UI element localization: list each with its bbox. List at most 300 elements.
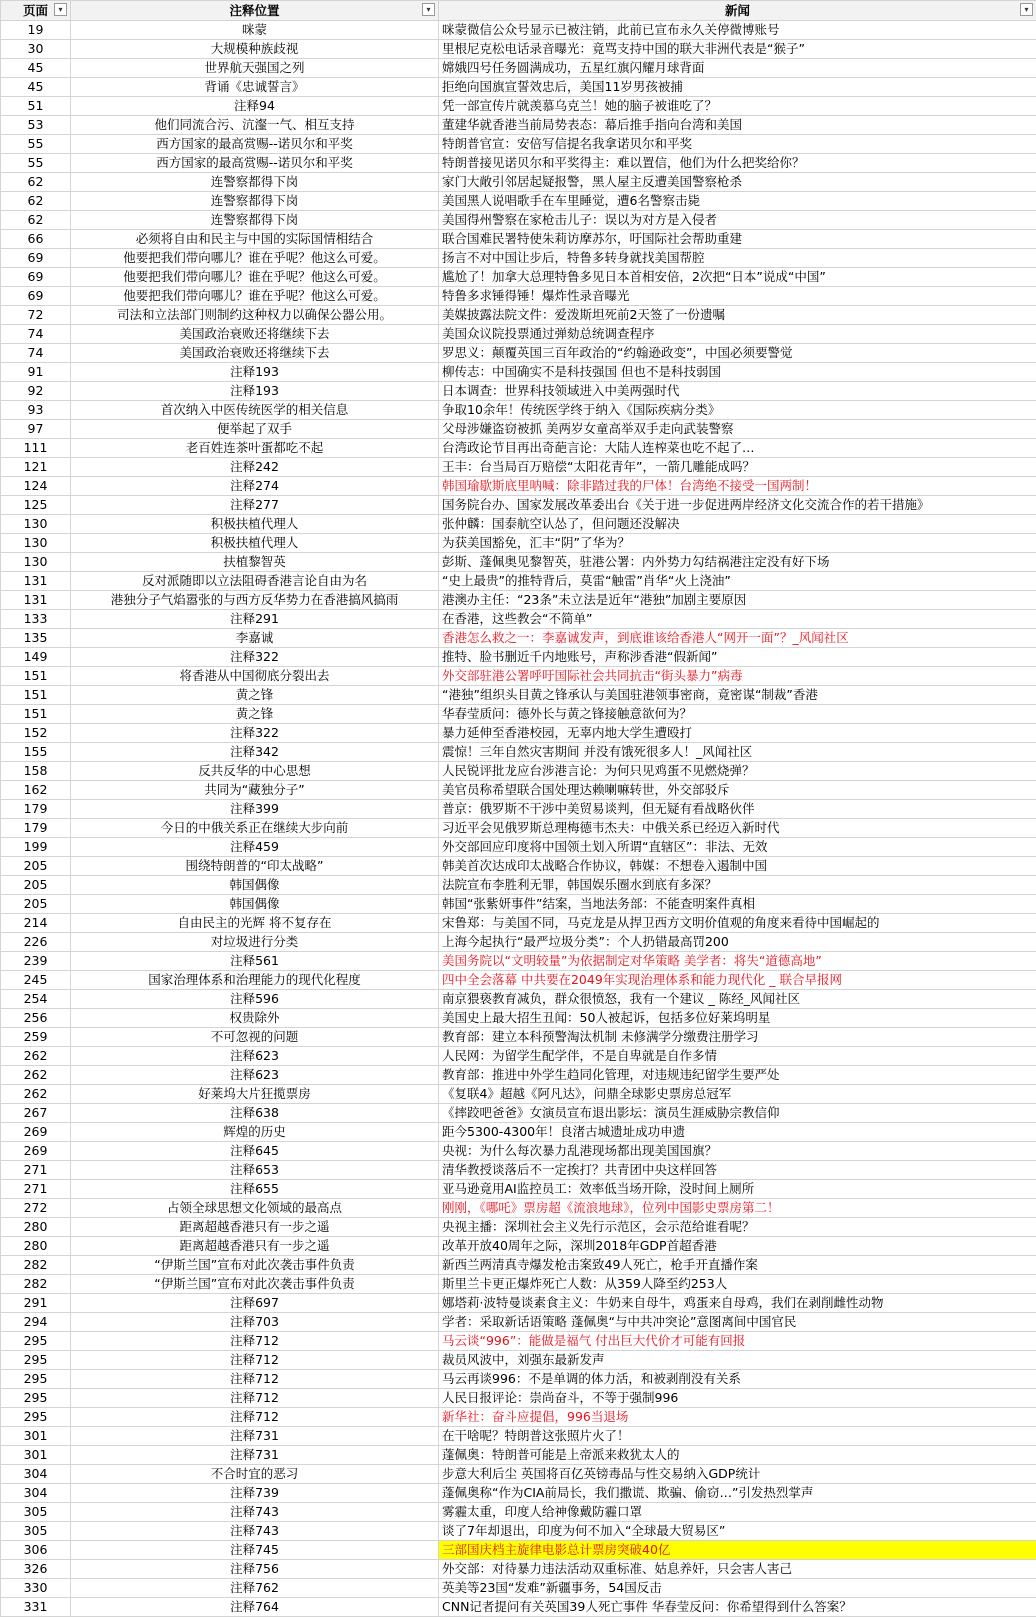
- table-row: [1, 1351, 1036, 1370]
- cell-location[interactable]: 占领全球思想文化领域的最高点: [71, 1199, 439, 1218]
- cell-news[interactable]: 学者：采取新话语策略 蓬佩奥“与中共冲突论”意图离间中国官民: [439, 1313, 1036, 1332]
- table-row: [1, 211, 1036, 230]
- cell-page[interactable]: 121: [1, 458, 71, 477]
- cell-location[interactable]: 国家治理体系和治理能力的现代化程度: [71, 971, 439, 990]
- cell-news[interactable]: 王丰：台当局百万赔偿“太阳花青年”，一箭几雕能成吗？: [439, 458, 1036, 477]
- cell-news[interactable]: 美官员称希望联合国处理达赖喇嘛转世，外交部驳斥: [439, 781, 1036, 800]
- cell-location[interactable]: 西方国家的最高赏赐--诺贝尔和平奖: [71, 135, 439, 154]
- table-row: [1, 1142, 1036, 1161]
- cell-news[interactable]: 央视主播：深圳社会主义先行示范区，会示范给谁看呢？: [439, 1218, 1036, 1237]
- cell-location[interactable]: 美国政治衰败还将继续下去: [71, 325, 439, 344]
- cell-news[interactable]: 人民网：为留学生配学伴，不是自卑就是自作多情: [439, 1047, 1036, 1066]
- cell-page[interactable]: 125: [1, 496, 71, 515]
- table-row: [1, 1503, 1036, 1522]
- cell-location[interactable]: 注释756: [71, 1560, 439, 1579]
- cell-news[interactable]: 柳传志：中国确实不是科技强国 但也不是科技弱国: [439, 363, 1036, 382]
- header-page-label: 页面: [23, 3, 48, 18]
- filter-dropdown-icon[interactable]: ▾: [54, 3, 67, 16]
- cell-location[interactable]: 咪蒙: [71, 21, 439, 40]
- cell-location[interactable]: 他要把我们带向哪儿？谁在乎呢？他这么可爱。: [71, 287, 439, 306]
- cell-news[interactable]: 里根尼克松电话录音曝光：竟骂支持中国的联大非洲代表是“猴子”: [439, 40, 1036, 59]
- cell-news[interactable]: 斯里兰卡更正爆炸死亡人数：从359人降至约253人: [439, 1275, 1036, 1294]
- cell-location[interactable]: 共同为“藏独分子”: [71, 781, 439, 800]
- cell-page[interactable]: 92: [1, 382, 71, 401]
- cell-location[interactable]: 对垃圾进行分类: [71, 933, 439, 952]
- table-row: [1, 287, 1036, 306]
- cell-page[interactable]: 205: [1, 876, 71, 895]
- cell-news[interactable]: 步意大利后尘 英国将百亿英镑毒品与性交易纳入GDP统计: [439, 1465, 1036, 1484]
- cell-page[interactable]: 179: [1, 819, 71, 838]
- cell-page[interactable]: 205: [1, 857, 71, 876]
- cell-location[interactable]: 李嘉诚: [71, 629, 439, 648]
- table-row: [1, 1598, 1036, 1617]
- cell-location[interactable]: 司法和立法部门则制约这种权力以确保公器公用。: [71, 306, 439, 325]
- cell-news[interactable]: 彭斯、蓬佩奥见黎智英，驻港公署：内外势力勾结祸港注定没有好下场: [439, 553, 1036, 572]
- cell-news[interactable]: 美媒披露法院文件：爱泼斯坦死前2天签了一份遗嘱: [439, 306, 1036, 325]
- cell-page[interactable]: 282: [1, 1256, 71, 1275]
- cell-location[interactable]: 大规模种族歧视: [71, 40, 439, 59]
- cell-page[interactable]: 295: [1, 1332, 71, 1351]
- cell-location[interactable]: 连警察都得下岗: [71, 192, 439, 211]
- cell-location[interactable]: 今日的中俄关系正在继续大步向前: [71, 819, 439, 838]
- cell-news[interactable]: 四中全会落幕 中共要在2049年实现治理体系和能力现代化 _ 联合早报网: [439, 971, 1036, 990]
- cell-news[interactable]: 特朗普接见诺贝尔和平奖得主：难以置信，他们为什么把奖给你？: [439, 154, 1036, 173]
- table-row: [1, 1123, 1036, 1142]
- cell-page[interactable]: 131: [1, 591, 71, 610]
- cell-news[interactable]: 法院宣布李胜利无罪，韩国娱乐圈水到底有多深？: [439, 876, 1036, 895]
- cell-page[interactable]: 295: [1, 1389, 71, 1408]
- cell-location[interactable]: 权贵除外: [71, 1009, 439, 1028]
- cell-page[interactable]: 205: [1, 895, 71, 914]
- cell-page[interactable]: 69: [1, 268, 71, 287]
- cell-page[interactable]: 162: [1, 781, 71, 800]
- cell-news[interactable]: 推特、脸书删近千内地账号，声称涉香港“假新闻”: [439, 648, 1036, 667]
- cell-page[interactable]: 91: [1, 363, 71, 382]
- cell-news[interactable]: 蓬佩奥称“作为CIA前局长，我们撒谎、欺骗、偷窃…”引发热烈掌声: [439, 1484, 1036, 1503]
- cell-location[interactable]: 韩国偶像: [71, 895, 439, 914]
- cell-news[interactable]: 娜塔莉·波特曼谈素食主义：牛奶来自母牛，鸡蛋来自母鸡，我们在剥削雌性动物: [439, 1294, 1036, 1313]
- table-row: [1, 306, 1036, 325]
- cell-page[interactable]: 280: [1, 1218, 71, 1237]
- cell-page[interactable]: 133: [1, 610, 71, 629]
- cell-news[interactable]: 董建华就香港当前局势表态：幕后推手指向台湾和美国: [439, 116, 1036, 135]
- table-row: [1, 990, 1036, 1009]
- cell-page[interactable]: 305: [1, 1522, 71, 1541]
- cell-location[interactable]: 美国政治衰败还将继续下去: [71, 344, 439, 363]
- cell-news[interactable]: 特鲁多求锤得锤！爆炸性录音曝光: [439, 287, 1036, 306]
- cell-news[interactable]: 争取10余年！传统医学终于纳入《国际疾病分类》: [439, 401, 1036, 420]
- cell-page[interactable]: 131: [1, 572, 71, 591]
- cell-location[interactable]: 注释459: [71, 838, 439, 857]
- cell-news[interactable]: 习近平会见俄罗斯总理梅德韦杰夫：中俄关系已经迈入新时代: [439, 819, 1036, 838]
- cell-news[interactable]: 香港怎么救之一：李嘉诚发声，到底谁该给香港人“网开一面”？_风闻社区: [439, 629, 1036, 648]
- cell-location[interactable]: 西方国家的最高赏赐--诺贝尔和平奖: [71, 154, 439, 173]
- cell-news[interactable]: 特朗普官宣：安倍写信提名我拿诺贝尔和平奖: [439, 135, 1036, 154]
- table-row: [1, 1009, 1036, 1028]
- cell-location[interactable]: 必须将自由和民主与中国的实际国情相结合: [71, 230, 439, 249]
- table-row: [1, 230, 1036, 249]
- header-row: [1, 1, 1036, 21]
- cell-news[interactable]: 家门大敞引邻居起疑报警，黑人屋主反遭美国警察枪杀: [439, 173, 1036, 192]
- cell-news[interactable]: 联合国难民署特使朱莉访摩苏尔，吁国际社会帮助重建: [439, 230, 1036, 249]
- cell-location[interactable]: 注释745: [71, 1541, 439, 1560]
- cell-location[interactable]: 不可忽视的问题: [71, 1028, 439, 1047]
- cell-news[interactable]: 韩美首次达成印太战略合作协议，韩媒：不想卷入遏制中国: [439, 857, 1036, 876]
- table-row: [1, 1408, 1036, 1427]
- cell-page[interactable]: 55: [1, 154, 71, 173]
- cell-news[interactable]: 雾霾太重，印度人给神像戴防霾口罩: [439, 1503, 1036, 1522]
- table-row: [1, 1085, 1036, 1104]
- cell-location[interactable]: 韩国偶像: [71, 876, 439, 895]
- cell-page[interactable]: 179: [1, 800, 71, 819]
- cell-page[interactable]: 239: [1, 952, 71, 971]
- cell-page[interactable]: 151: [1, 686, 71, 705]
- cell-location[interactable]: 将香港从中国彻底分裂出去: [71, 667, 439, 686]
- cell-location[interactable]: “伊斯兰国”宣布对此次袭击事件负责: [71, 1275, 439, 1294]
- cell-location[interactable]: 注释193: [71, 363, 439, 382]
- table-row: [1, 705, 1036, 724]
- cell-page[interactable]: 267: [1, 1104, 71, 1123]
- cell-news[interactable]: 扬言不对中国让步后，特鲁多转身就找美国帮腔: [439, 249, 1036, 268]
- cell-page[interactable]: 97: [1, 420, 71, 439]
- cell-location[interactable]: 距离超越香港只有一步之遥: [71, 1218, 439, 1237]
- table-row: [1, 819, 1036, 838]
- cell-page[interactable]: 151: [1, 705, 71, 724]
- cell-news[interactable]: 张仲麟：国泰航空认怂了，但问题还没解决: [439, 515, 1036, 534]
- cell-location[interactable]: 距离超越香港只有一步之遥: [71, 1237, 439, 1256]
- table-row: [1, 1047, 1036, 1066]
- cell-page[interactable]: 256: [1, 1009, 71, 1028]
- cell-page[interactable]: 269: [1, 1123, 71, 1142]
- cell-page[interactable]: 254: [1, 990, 71, 1009]
- cell-page[interactable]: 74: [1, 344, 71, 363]
- cell-news[interactable]: 刚刚，《哪吒》票房超《流浪地球》，位列中国影史票房第二！: [439, 1199, 1036, 1218]
- cell-news[interactable]: 人民日报评论：崇尚奋斗，不等于强制996: [439, 1389, 1036, 1408]
- cell-news[interactable]: 拒绝向国旗宣誓效忠后，美国11岁男孩被捕: [439, 78, 1036, 97]
- table-row: [1, 325, 1036, 344]
- cell-page[interactable]: 199: [1, 838, 71, 857]
- cell-location[interactable]: 他要把我们带向哪儿？谁在乎呢？他这么可爱。: [71, 268, 439, 287]
- cell-page[interactable]: 74: [1, 325, 71, 344]
- cell-page[interactable]: 66: [1, 230, 71, 249]
- cell-location[interactable]: 注释399: [71, 800, 439, 819]
- cell-news[interactable]: 美国众议院投票通过弹劾总统调查程序: [439, 325, 1036, 344]
- cell-page[interactable]: 305: [1, 1503, 71, 1522]
- cell-news[interactable]: 南京猥亵教育减负，群众很愤怒，我有一个建议 _ 陈经_风闻社区: [439, 990, 1036, 1009]
- cell-page[interactable]: 306: [1, 1541, 71, 1560]
- cell-news[interactable]: 父母涉嫌盗窃被抓 美两岁女童高举双手走向武装警察: [439, 420, 1036, 439]
- cell-news[interactable]: 三部国庆档主旋律电影总计票房突破40亿: [439, 1541, 1036, 1560]
- cell-page[interactable]: 331: [1, 1598, 71, 1617]
- table-row: [1, 1522, 1036, 1541]
- table-row: [1, 1579, 1036, 1598]
- cell-location[interactable]: 反共反华的中心思想: [71, 762, 439, 781]
- cell-location[interactable]: 注释743: [71, 1503, 439, 1522]
- cell-news[interactable]: 蓬佩奥：特朗普可能是上帝派来救犹太人的: [439, 1446, 1036, 1465]
- cell-location[interactable]: 便举起了双手: [71, 420, 439, 439]
- cell-page[interactable]: 111: [1, 439, 71, 458]
- cell-page[interactable]: 53: [1, 116, 71, 135]
- table-row: [1, 895, 1036, 914]
- cell-page[interactable]: 271: [1, 1180, 71, 1199]
- cell-location[interactable]: 注释638: [71, 1104, 439, 1123]
- cell-page[interactable]: 269: [1, 1142, 71, 1161]
- cell-page[interactable]: 295: [1, 1351, 71, 1370]
- cell-page[interactable]: 130: [1, 534, 71, 553]
- cell-news[interactable]: 人民锐评批龙应台涉港言论：为何只见鸡蛋不见燃烧弹？: [439, 762, 1036, 781]
- cell-location[interactable]: 注释596: [71, 990, 439, 1009]
- cell-page[interactable]: 245: [1, 971, 71, 990]
- table-row: [1, 135, 1036, 154]
- table-row: [1, 781, 1036, 800]
- cell-news[interactable]: 外交部：对待暴力违法活动双重标准、姑息养奸，只会害人害己: [439, 1560, 1036, 1579]
- cell-news[interactable]: 清华教授谈落后不一定挨打？共青团中央这样回答: [439, 1161, 1036, 1180]
- cell-news[interactable]: 震惊！三年自然灾害期间 并没有饿死很多人！_风闻社区: [439, 743, 1036, 762]
- cell-news[interactable]: 嫦娥四号任务圆满成功，五星红旗闪耀月球背面: [439, 59, 1036, 78]
- cell-news[interactable]: 美国务院以“文明较量”为依据制定对华策略 美学者：将失“道德高地”: [439, 952, 1036, 971]
- cell-location[interactable]: 黄之锋: [71, 686, 439, 705]
- cell-page[interactable]: 330: [1, 1579, 71, 1598]
- cell-location[interactable]: 注释342: [71, 743, 439, 762]
- cell-location[interactable]: 连警察都得下岗: [71, 211, 439, 230]
- cell-page[interactable]: 294: [1, 1313, 71, 1332]
- cell-location[interactable]: 注释653: [71, 1161, 439, 1180]
- cell-news[interactable]: 在香港，这些教会“不简单”: [439, 610, 1036, 629]
- cell-page[interactable]: 280: [1, 1237, 71, 1256]
- filter-dropdown-icon[interactable]: ▾: [422, 3, 435, 16]
- cell-page[interactable]: 262: [1, 1047, 71, 1066]
- table-row: [1, 21, 1036, 40]
- cell-page[interactable]: 282: [1, 1275, 71, 1294]
- cell-location[interactable]: 他们同流合污、沆瀣一气、相互支持: [71, 116, 439, 135]
- cell-page[interactable]: 301: [1, 1427, 71, 1446]
- cell-page[interactable]: 130: [1, 515, 71, 534]
- cell-news[interactable]: 尴尬了！加拿大总理特鲁多见日本首相安倍，2次把“日本”说成“中国”: [439, 268, 1036, 287]
- cell-news[interactable]: 央视：为什么每次暴力乱港现场都出现美国国旗？: [439, 1142, 1036, 1161]
- cell-location[interactable]: 自由民主的光辉 将不复存在: [71, 914, 439, 933]
- cell-news[interactable]: 美国黑人说唱歌手在车里睡觉，遭6名警察击毙: [439, 192, 1036, 211]
- cell-news[interactable]: 韩国瑜歇斯底里呐喊：除非踏过我的尸体！台湾绝不接受一国两制！: [439, 477, 1036, 496]
- header-location[interactable]: [71, 1, 439, 21]
- cell-location[interactable]: 注释712: [71, 1351, 439, 1370]
- cell-news[interactable]: 教育部：建立本科预警淘汰机制 未修满学分缴费注册学习: [439, 1028, 1036, 1047]
- cell-news[interactable]: “港独”组织头目黄之锋承认与美国驻港领事密商，竟密谋“制裁”香港: [439, 686, 1036, 705]
- cell-location[interactable]: 辉煌的历史: [71, 1123, 439, 1142]
- cell-page[interactable]: 62: [1, 211, 71, 230]
- cell-location[interactable]: 注释291: [71, 610, 439, 629]
- cell-page[interactable]: 62: [1, 192, 71, 211]
- table-row: [1, 401, 1036, 420]
- cell-location[interactable]: 注释712: [71, 1389, 439, 1408]
- table-row: [1, 743, 1036, 762]
- cell-location[interactable]: 注释697: [71, 1294, 439, 1313]
- cell-location[interactable]: 注释731: [71, 1446, 439, 1465]
- cell-location[interactable]: 首次纳入中医传统医学的相关信息: [71, 401, 439, 420]
- cell-page[interactable]: 51: [1, 97, 71, 116]
- cell-location[interactable]: 注释193: [71, 382, 439, 401]
- cell-page[interactable]: 155: [1, 743, 71, 762]
- cell-news[interactable]: CNN记者提问有关英国39人死亡事件 华春莹反问：你希望得到什么答案？: [439, 1598, 1036, 1617]
- cell-page[interactable]: 295: [1, 1408, 71, 1427]
- cell-page[interactable]: 45: [1, 59, 71, 78]
- cell-location[interactable]: 世界航天强国之列: [71, 59, 439, 78]
- cell-location[interactable]: 老百姓连茶叶蛋都吃不起: [71, 439, 439, 458]
- cell-news[interactable]: 华春莹质问：德外长与黄之锋接触意欲何为？: [439, 705, 1036, 724]
- cell-location[interactable]: 注释743: [71, 1522, 439, 1541]
- cell-location[interactable]: 注释274: [71, 477, 439, 496]
- table-row: [1, 667, 1036, 686]
- cell-page[interactable]: 304: [1, 1484, 71, 1503]
- cell-news[interactable]: 英美等23国“发难”新疆事务，54国反击: [439, 1579, 1036, 1598]
- cell-news[interactable]: 外交部回应印度将中国领土划入所谓“直辖区”：非法、无效: [439, 838, 1036, 857]
- cell-location[interactable]: 不合时宜的恶习: [71, 1465, 439, 1484]
- cell-news[interactable]: 上海今起执行“最严垃圾分类”：个人扔错最高罚200: [439, 933, 1036, 952]
- cell-news[interactable]: 港澳办主任：“23条”未立法是近年“港独”加剧主要原因: [439, 591, 1036, 610]
- cell-location[interactable]: 注释623: [71, 1047, 439, 1066]
- cell-page[interactable]: 301: [1, 1446, 71, 1465]
- cell-page[interactable]: 272: [1, 1199, 71, 1218]
- cell-location[interactable]: 注释322: [71, 724, 439, 743]
- cell-location[interactable]: 港独分子气焰嚣张的与西方反华势力在香港搞风搞雨: [71, 591, 439, 610]
- cell-news[interactable]: 日本调查：世界科技领域进入中美两强时代: [439, 382, 1036, 401]
- cell-location[interactable]: 围绕特朗普的“印太战略”: [71, 857, 439, 876]
- table-row: [1, 1332, 1036, 1351]
- cell-location[interactable]: 注释712: [71, 1408, 439, 1427]
- cell-news[interactable]: “史上最贵”的推特背后，莫雷“触雷”肖华“火上浇油”: [439, 572, 1036, 591]
- cell-location[interactable]: 注释703: [71, 1313, 439, 1332]
- cell-page[interactable]: 158: [1, 762, 71, 781]
- cell-page[interactable]: 326: [1, 1560, 71, 1579]
- cell-location[interactable]: 注释277: [71, 496, 439, 515]
- cell-location[interactable]: 黄之锋: [71, 705, 439, 724]
- cell-page[interactable]: 30: [1, 40, 71, 59]
- table-row: [1, 534, 1036, 553]
- table-row: [1, 572, 1036, 591]
- cell-location[interactable]: 注释764: [71, 1598, 439, 1617]
- cell-page[interactable]: 55: [1, 135, 71, 154]
- table-row: [1, 1389, 1036, 1408]
- cell-news[interactable]: 谈了7年却退出，印度为何不加入“全球最大贸易区”: [439, 1522, 1036, 1541]
- cell-page[interactable]: 130: [1, 553, 71, 572]
- header-location-label: 注释位置: [229, 3, 279, 18]
- cell-page[interactable]: 135: [1, 629, 71, 648]
- cell-page[interactable]: 152: [1, 724, 71, 743]
- cell-page[interactable]: 149: [1, 648, 71, 667]
- cell-news[interactable]: 亚马逊竟用AI监控员工：效率低当场开除，没时间上厕所: [439, 1180, 1036, 1199]
- cell-news[interactable]: 宋鲁郑：与美国不同，马克龙是从捍卫西方文明价值观的角度来看待中国崛起的: [439, 914, 1036, 933]
- cell-page[interactable]: 69: [1, 249, 71, 268]
- cell-location[interactable]: 注释739: [71, 1484, 439, 1503]
- table-row: [1, 192, 1036, 211]
- cell-page[interactable]: 69: [1, 287, 71, 306]
- table-row: [1, 933, 1036, 952]
- cell-page[interactable]: 93: [1, 401, 71, 420]
- cell-news[interactable]: 新华社：奋斗应提倡，996当退场: [439, 1408, 1036, 1427]
- cell-news[interactable]: 裁员风波中，刘强东最新发声: [439, 1351, 1036, 1370]
- cell-page[interactable]: 151: [1, 667, 71, 686]
- table-row: [1, 686, 1036, 705]
- cell-news[interactable]: 马云谈“996”：能做是福气 付出巨大代价才可能有回报: [439, 1332, 1036, 1351]
- cell-news[interactable]: 普京：俄罗斯不干涉中美贸易谈判，但无疑有看战略伙伴: [439, 800, 1036, 819]
- cell-news[interactable]: 美国史上最大招生丑闻：50人被起诉，包括多位好莱坞明星: [439, 1009, 1036, 1028]
- cell-location[interactable]: 注释242: [71, 458, 439, 477]
- cell-location[interactable]: 注释712: [71, 1332, 439, 1351]
- cell-location[interactable]: 扶植黎智英: [71, 553, 439, 572]
- cell-page[interactable]: 124: [1, 477, 71, 496]
- cell-news[interactable]: 国务院台办、国家发展改革委出台《关于进一步促进两岸经济文化交流合作的若干措施》: [439, 496, 1036, 515]
- table-row: [1, 648, 1036, 667]
- table-row: [1, 382, 1036, 401]
- cell-news[interactable]: 新西兰两清真寺爆发枪击案致49人死亡，枪手开直播作案: [439, 1256, 1036, 1275]
- cell-news[interactable]: 咪蒙微信公众号显示已被注销，此前已宣布永久关停微博账号: [439, 21, 1036, 40]
- cell-news[interactable]: 凭一部宣传片就羡慕乌克兰！她的脑子被谁吃了？: [439, 97, 1036, 116]
- cell-location[interactable]: 注释731: [71, 1427, 439, 1446]
- table-row: [1, 1237, 1036, 1256]
- cell-news[interactable]: 改革开放40周年之际，深圳2018年GDP首超香港: [439, 1237, 1036, 1256]
- cell-news[interactable]: 《摔跤吧爸爸》女演员宣布退出影坛：演员生涯威胁宗教信仰: [439, 1104, 1036, 1123]
- cell-location[interactable]: 注释712: [71, 1370, 439, 1389]
- cell-news[interactable]: 台湾政论节目再出奇葩言论：大陆人连榨菜也吃不起了…: [439, 439, 1036, 458]
- cell-location[interactable]: 注释561: [71, 952, 439, 971]
- cell-location[interactable]: 注释94: [71, 97, 439, 116]
- filter-dropdown-icon[interactable]: ▾: [1020, 3, 1033, 16]
- cell-location[interactable]: 好莱坞大片狂揽票房: [71, 1085, 439, 1104]
- table-row: [1, 1218, 1036, 1237]
- header-news[interactable]: [439, 1, 1036, 21]
- cell-page[interactable]: 304: [1, 1465, 71, 1484]
- cell-news[interactable]: 韩国“张紫妍事件”结案，当地法务部：不能查明案件真相: [439, 895, 1036, 914]
- cell-page[interactable]: 262: [1, 1066, 71, 1085]
- cell-page[interactable]: 72: [1, 306, 71, 325]
- cell-page[interactable]: 262: [1, 1085, 71, 1104]
- cell-page[interactable]: 226: [1, 933, 71, 952]
- cell-page[interactable]: 271: [1, 1161, 71, 1180]
- cell-news[interactable]: 美国得州警察在家枪击儿子：误以为对方是入侵者: [439, 211, 1036, 230]
- cell-news[interactable]: 《复联4》超越《阿凡达》，问鼎全球影史票房总冠军: [439, 1085, 1036, 1104]
- cell-location[interactable]: 注释623: [71, 1066, 439, 1085]
- cell-location[interactable]: 积极扶植代理人: [71, 515, 439, 534]
- cell-location[interactable]: 注释762: [71, 1579, 439, 1598]
- cell-location[interactable]: 注释655: [71, 1180, 439, 1199]
- cell-location[interactable]: “伊斯兰国”宣布对此次袭击事件负责: [71, 1256, 439, 1275]
- cell-news[interactable]: 教育部：推进中外学生趋同化管理，对违规违纪留学生要严处: [439, 1066, 1036, 1085]
- cell-page[interactable]: 259: [1, 1028, 71, 1047]
- table-row: [1, 173, 1036, 192]
- cell-page[interactable]: 19: [1, 21, 71, 40]
- cell-news[interactable]: 在干啥呢？特朗普这张照片火了！: [439, 1427, 1036, 1446]
- cell-news[interactable]: 暴力延伸至香港校园，无辜内地大学生遭殴打: [439, 724, 1036, 743]
- cell-location[interactable]: 连警察都得下岗: [71, 173, 439, 192]
- cell-news[interactable]: 为获美国豁免，汇丰“阴”了华为？: [439, 534, 1036, 553]
- cell-page[interactable]: 62: [1, 173, 71, 192]
- cell-page[interactable]: 45: [1, 78, 71, 97]
- cell-location[interactable]: 注释322: [71, 648, 439, 667]
- cell-location[interactable]: 反对派随即以立法阻碍香港言论自由为名: [71, 572, 439, 591]
- cell-page[interactable]: 291: [1, 1294, 71, 1313]
- cell-location[interactable]: 注释645: [71, 1142, 439, 1161]
- header-page[interactable]: [1, 1, 71, 21]
- cell-news[interactable]: 罗思义：颠覆英国三百年政治的“约翰逊政变”，中国必须要警觉: [439, 344, 1036, 363]
- cell-location[interactable]: 他要把我们带向哪儿？谁在乎呢？他这么可爱。: [71, 249, 439, 268]
- cell-location[interactable]: 背诵《忠诚誓言》: [71, 78, 439, 97]
- cell-news[interactable]: 距今5300-4300年！良渚古城遗址成功申遗: [439, 1123, 1036, 1142]
- cell-news[interactable]: 马云再谈996：不是单调的体力活，和被剥削没有关系: [439, 1370, 1036, 1389]
- cell-page[interactable]: 295: [1, 1370, 71, 1389]
- cell-location[interactable]: 积极扶植代理人: [71, 534, 439, 553]
- cell-news[interactable]: 外交部驻港公署呼吁国际社会共同抗击“街头暴力”病毒: [439, 667, 1036, 686]
- table-row: [1, 629, 1036, 648]
- cell-page[interactable]: 214: [1, 914, 71, 933]
